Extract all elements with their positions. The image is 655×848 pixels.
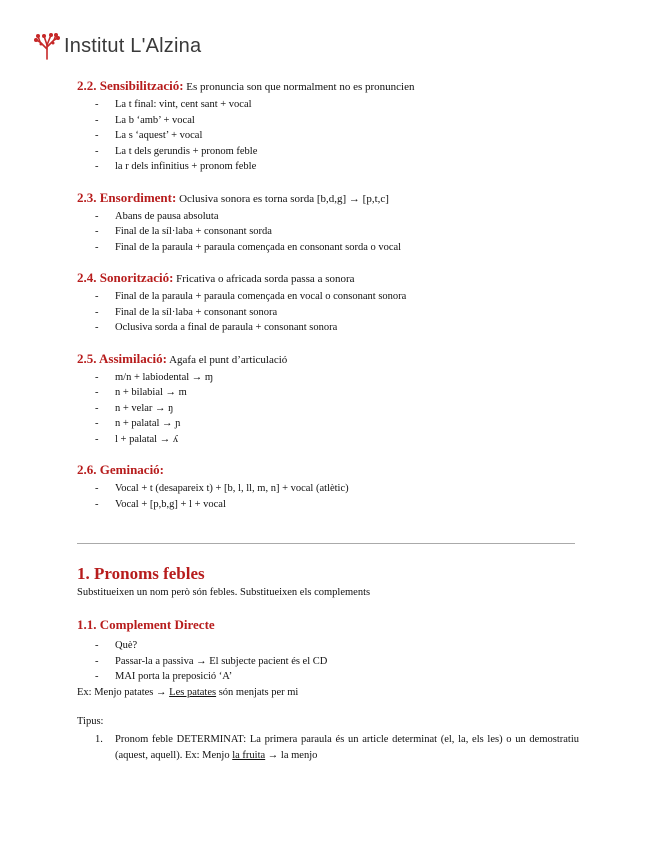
tree-logo-icon bbox=[32, 31, 62, 61]
list-item: - m/n + labiodental → ɱ bbox=[95, 371, 214, 383]
list-item: - Final de la paraula + paraula començada en vocal o consonant sonora bbox=[95, 291, 407, 302]
cd-block bbox=[77, 636, 577, 700]
section-title: 2.2. Sensibilització: bbox=[77, 78, 184, 93]
section-list bbox=[77, 97, 577, 175]
cd-title: 1.1. Complement Directe bbox=[77, 617, 215, 632]
section-description: Fricativa o africada sorda passa a sonora bbox=[176, 273, 355, 285]
list-item: - Què? bbox=[95, 640, 138, 651]
section-heading bbox=[77, 78, 577, 95]
list-item: - Final de la síl·laba + consonant sonora bbox=[95, 306, 278, 318]
section-assimilacio bbox=[77, 351, 577, 448]
section-description: Oclusiva sonora es torna sorda [b,d,g] → [p,t,c] bbox=[179, 192, 389, 205]
section-heading bbox=[77, 190, 577, 207]
section-list bbox=[77, 289, 577, 336]
section-ensordiment bbox=[77, 190, 577, 256]
section-title: 2.4. Sonorització: bbox=[77, 270, 174, 285]
pronoms-intro: Substitueixen un nom però són febles. Substitueixen els complements bbox=[77, 587, 371, 598]
cd-heading bbox=[77, 617, 215, 634]
section-divider bbox=[77, 543, 575, 544]
page-header bbox=[32, 28, 201, 64]
list-item: - MAI porta la preposició ‘A’ bbox=[95, 671, 233, 682]
cd-list bbox=[77, 638, 577, 685]
pronoms-title: 1. Pronoms febles bbox=[77, 564, 205, 583]
section-sensibilitzacio bbox=[77, 78, 577, 175]
section-list bbox=[77, 370, 577, 448]
section-list bbox=[77, 209, 577, 256]
brand-name: Institut L'Alzina bbox=[64, 34, 202, 57]
list-item: - La t dels gerundis + pronom feble bbox=[95, 145, 258, 157]
list-item: - La b ‘amb’ + vocal bbox=[95, 114, 195, 126]
list-item: - Vocal + [p,b,g] + l + vocal bbox=[95, 498, 226, 510]
list-item: - Vocal + t (desapareix t) + [b, l, ll, m, n] + vocal (atlètic) bbox=[95, 483, 349, 494]
section-heading bbox=[77, 270, 577, 287]
list-item: - la r dels infinitius + pronom feble bbox=[95, 161, 257, 172]
section-heading bbox=[77, 462, 577, 479]
list-item: - n + palatal → ɲ bbox=[95, 418, 181, 429]
section-title: 2.5. Assimilació: bbox=[77, 350, 167, 366]
section-list bbox=[77, 481, 577, 512]
tipus-label: Tipus: bbox=[77, 716, 104, 727]
list-item: - La t final: vint, cent sant + vocal bbox=[95, 99, 252, 110]
list-item: - Passar-la a passiva → El subjecte pacient és el CD bbox=[95, 655, 328, 667]
section-title: 2.6. Geminació: bbox=[77, 462, 165, 477]
list-item: - l + palatal → ʎ bbox=[95, 433, 179, 445]
section-heading bbox=[77, 351, 577, 368]
section-title: 2.3. Ensordiment: bbox=[77, 189, 177, 205]
list-item: - La s ‘aquest’ + vocal bbox=[95, 130, 203, 141]
section-description: Agafa el punt d’articulació bbox=[169, 353, 288, 366]
cd-example: Ex: Menjo patates → Les patates són menjats per mi bbox=[77, 686, 299, 698]
list-item: 1. Pronom feble DETERMINAT: La primera paraula és un article determinat (el, la, els les) o un demostratiu (aquest, aquell). Ex: Menjo la fruita → la menjo bbox=[95, 734, 579, 761]
list-item: - n + bilabial → m bbox=[95, 387, 187, 398]
section-geminacio bbox=[77, 462, 577, 512]
list-item: - Final de la síl·laba + consonant sorda bbox=[95, 226, 272, 237]
list-item: - Abans de pausa absoluta bbox=[95, 210, 219, 222]
section-description: Es pronuncia son que normalment no es pronuncien bbox=[186, 81, 415, 93]
phonetics-sections bbox=[77, 78, 577, 527]
list-item: - Oclusiva sorda a final de paraula + consonant sonora bbox=[95, 322, 338, 333]
section-sonoritzacio bbox=[77, 270, 577, 336]
tipus-list bbox=[77, 732, 579, 764]
list-item: - n + velar → ŋ bbox=[95, 402, 174, 414]
list-item: - Final de la paraula + paraula començada en consonant sorda o vocal bbox=[95, 241, 402, 253]
